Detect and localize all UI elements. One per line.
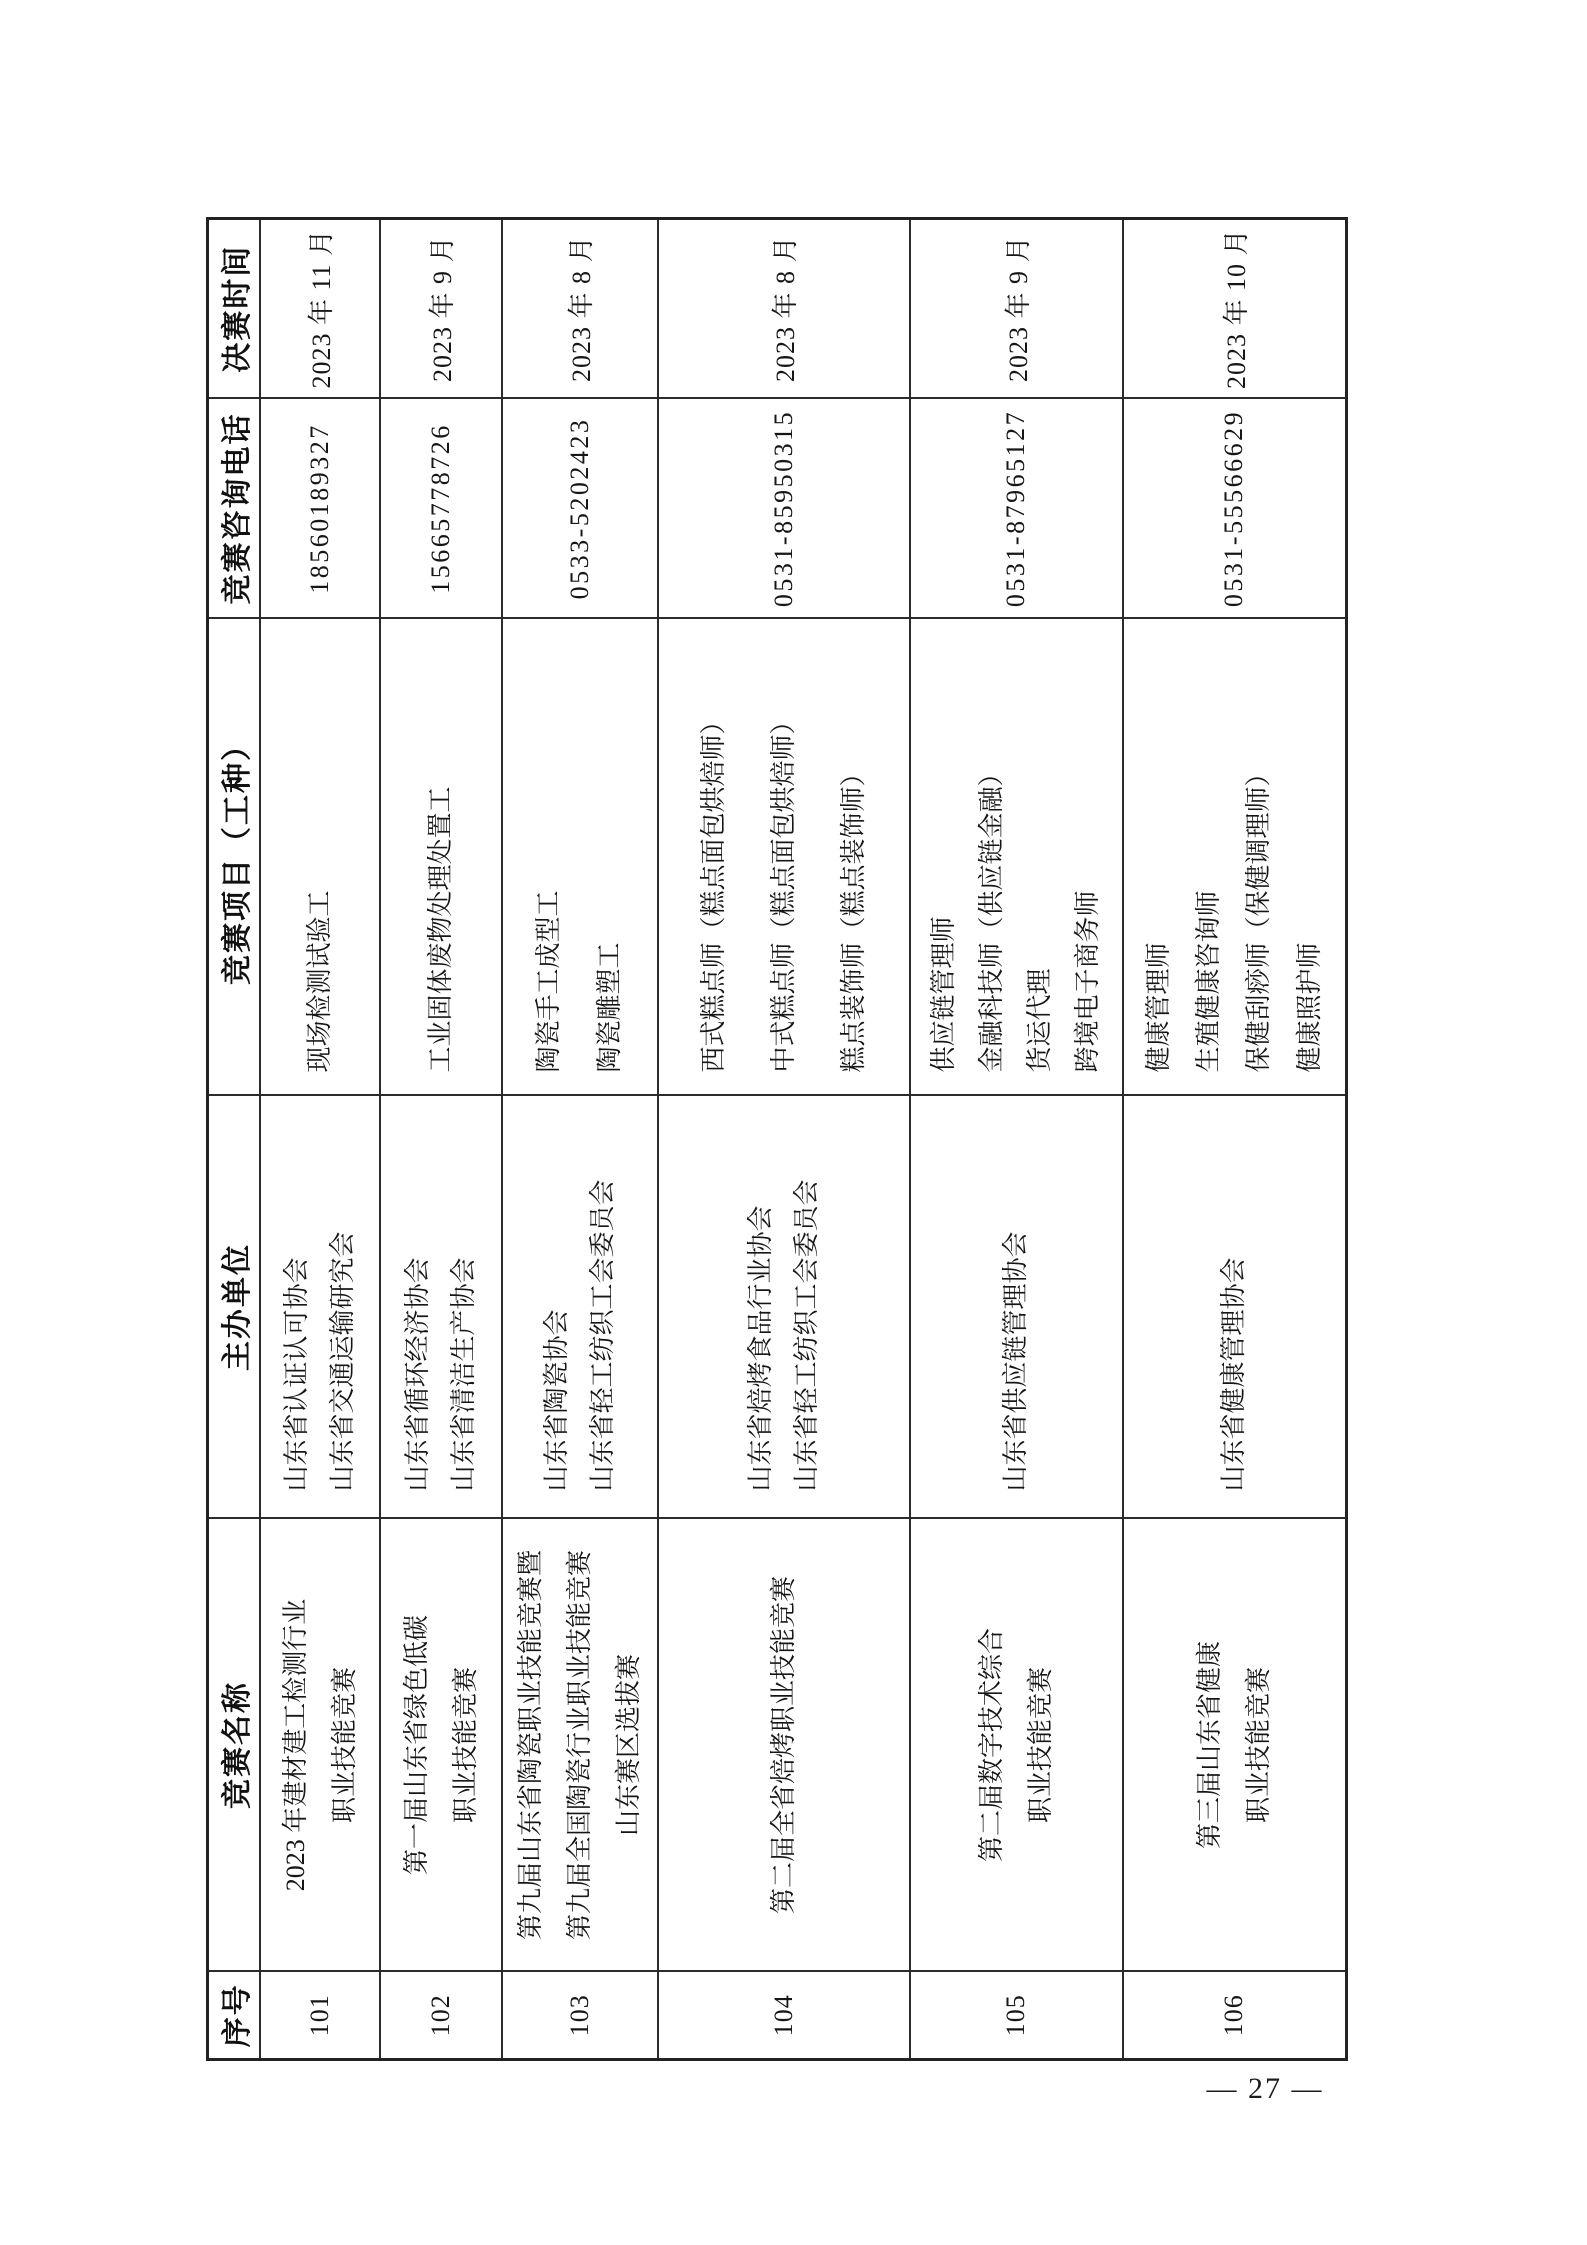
text-line: 保健刮痧师（保健调理师） [1244, 760, 1274, 1073]
text-line: 2023 年 11 月 [307, 228, 336, 389]
text-line: 现场检测试验工 [304, 890, 334, 1073]
text-line: 103 [564, 1994, 594, 2037]
text-line: 西式糕点师（糕点面包烘焙师） [698, 708, 728, 1073]
cell-projects-content [659, 620, 909, 1095]
cell-final-time [910, 219, 1123, 399]
text-line: 102 [425, 1994, 455, 2037]
cell-organizer-content [911, 1097, 1122, 1518]
text-line: 第三届山东省健康 [1195, 1641, 1225, 1850]
text-line: 中式糕点师（糕点面包烘焙师） [768, 708, 798, 1073]
cell-phone [910, 399, 1123, 619]
text-line: 第二届数字技术综合 [977, 1628, 1006, 1863]
text-line: 跨境电子商务师 [1073, 890, 1103, 1073]
text-line: 职业技能竞赛 [1026, 1667, 1055, 1824]
text-line: 山东省认证认可协会 [281, 1257, 311, 1492]
text-line: 陶瓷雕塑工 [595, 942, 625, 1073]
cell-organizer [502, 1096, 658, 1519]
cell-phone-content [911, 400, 1122, 618]
text-line: 2023 年 10 月 [1221, 228, 1251, 390]
cell-projects-content [261, 620, 379, 1095]
text-line: 山东省供应链管理协会 [1001, 1231, 1030, 1492]
rotated-table-container [206, 220, 1345, 2061]
cell-serial [658, 1972, 910, 2060]
text-line: 第一届山东省绿色低碳 [401, 1615, 431, 1876]
cell-competition-name-content [503, 1520, 657, 1971]
text-line: 0531-87965127 [1001, 409, 1030, 608]
cell-competition-name [1123, 1519, 1347, 1972]
table-row [260, 219, 380, 2060]
cell-serial-content [261, 1973, 379, 2059]
table-row [502, 219, 658, 2060]
cell-competition-name-content [261, 1520, 379, 1971]
cell-serial [260, 1972, 380, 2060]
text-line: 0531-85950315 [768, 409, 798, 608]
cell-final-time-content [911, 220, 1122, 398]
cell-phone [1123, 399, 1347, 619]
cell-serial-content [1124, 1973, 1346, 2059]
column-header-serial: 序号 [208, 1972, 260, 2060]
cell-organizer-content [1124, 1097, 1346, 1518]
cell-organizer-content [659, 1097, 909, 1518]
text-line: 健康管理师 [1143, 942, 1173, 1073]
text-line: 山东省焙烤食品行业协会 [745, 1205, 775, 1492]
table-body [260, 219, 1347, 2060]
cell-competition-name-content [659, 1520, 909, 1971]
cell-final-time-content [1124, 220, 1346, 398]
cell-phone-content [503, 400, 657, 618]
cell-projects-content [503, 620, 657, 1095]
cell-serial-content [659, 1973, 909, 2059]
text-line: 第二届全省焙烤职业技能竞赛 [769, 1576, 798, 1915]
text-line: 货运代理 [1025, 968, 1055, 1073]
cell-projects [658, 619, 910, 1096]
text-line: 2023 年建材建工检测行业 [280, 1598, 310, 1892]
text-line: 职业技能竞赛 [329, 1667, 359, 1824]
cell-competition-name [380, 1519, 502, 1972]
cell-competition-name-content [381, 1520, 501, 1971]
text-line: 101 [304, 1994, 334, 2037]
cell-organizer-content [503, 1097, 657, 1518]
text-line: 糕点装饰师（糕点装饰师） [838, 760, 868, 1073]
text-line: 2023 年 9 月 [1003, 235, 1033, 383]
text-line: 0533-5202423 [564, 417, 594, 600]
text-line: 职业技能竞赛 [1244, 1667, 1274, 1824]
cell-final-time [260, 219, 380, 399]
cell-phone [502, 399, 658, 619]
text-line: 山东赛区选拔赛 [614, 1654, 643, 1837]
text-line: 2023 年 8 月 [771, 235, 800, 383]
text-line: 山东省交通运输研究会 [327, 1231, 357, 1492]
cell-final-time [502, 219, 658, 399]
text-line: 第九届全国陶瓷行业职业技能竞赛 [565, 1550, 594, 1941]
text-line: 2023 年 9 月 [428, 235, 457, 383]
cell-competition-name [502, 1519, 658, 1972]
text-line: 第九届山东省陶瓷职业技能竞赛暨 [516, 1550, 545, 1941]
cell-competition-name [658, 1519, 910, 1972]
column-header-organizer: 主办单位 [208, 1096, 260, 1519]
cell-final-time [658, 219, 910, 399]
text-line: 职业技能竞赛 [450, 1667, 480, 1824]
column-header-competition-name: 竞赛名称 [208, 1519, 260, 1972]
text-line: 金融科技师（供应链金融） [976, 760, 1006, 1073]
cell-serial [380, 1972, 502, 2060]
cell-final-time-content [659, 220, 909, 398]
cell-projects-content [1124, 620, 1346, 1095]
cell-projects [260, 619, 380, 1096]
text-line: 2023 年 8 月 [567, 235, 596, 383]
cell-final-time-content [381, 220, 501, 398]
cell-phone [658, 399, 910, 619]
text-line: 健康照护师 [1294, 942, 1324, 1073]
cell-competition-name-content [911, 1520, 1122, 1971]
cell-phone-content [1124, 400, 1346, 618]
cell-serial [910, 1972, 1123, 2060]
text-line: 工业固体废物处理处置工 [425, 786, 455, 1073]
cell-final-time [1123, 219, 1347, 399]
cell-phone-content [261, 400, 379, 618]
cell-projects [910, 619, 1123, 1096]
text-line: 山东省轻工纺织工会委员会 [791, 1179, 821, 1492]
text-line: 104 [768, 1994, 798, 2037]
text-line: 供应链管理师 [928, 916, 958, 1073]
text-line: 山东省清洁生产协会 [448, 1257, 478, 1492]
text-line: 陶瓷手工成型工 [533, 890, 563, 1073]
cell-serial-content [503, 1973, 657, 2059]
text-line: 18560189327 [304, 423, 334, 594]
cell-serial-content [911, 1973, 1122, 2059]
cell-serial [1123, 1972, 1347, 2060]
cell-final-time-content [261, 220, 379, 398]
cell-serial-content [381, 1973, 501, 2059]
cell-phone [260, 399, 380, 619]
table-row [1123, 219, 1347, 2060]
text-line: 106 [1219, 1994, 1249, 2037]
table-row [910, 219, 1123, 2060]
table-row [658, 219, 910, 2060]
cell-phone [380, 399, 502, 619]
cell-projects-content [381, 620, 501, 1095]
cell-phone-content [381, 400, 501, 618]
cell-projects [380, 619, 502, 1096]
cell-projects-content [911, 620, 1122, 1095]
cell-organizer [380, 1096, 502, 1519]
page-number: — 27 — [1206, 2072, 1324, 2105]
text-line: 105 [1001, 1994, 1030, 2037]
cell-projects [502, 619, 658, 1096]
cell-projects [1123, 619, 1347, 1096]
column-header-projects: 竞赛项目（工种） [208, 619, 260, 1096]
cell-competition-name-content [1124, 1520, 1346, 1971]
column-header-phone: 竞赛咨询电话 [208, 399, 260, 619]
table-row [380, 219, 502, 2060]
cell-organizer [260, 1096, 380, 1519]
column-header-final-time: 决赛时间 [208, 219, 260, 399]
text-line: 山东省循环经济协会 [402, 1257, 432, 1492]
text-line: 0531-55566629 [1219, 409, 1249, 608]
header-row [208, 219, 260, 2060]
cell-competition-name [260, 1519, 380, 1972]
cell-serial [502, 1972, 658, 2060]
text-line: 15665778726 [425, 423, 455, 594]
text-line: 山东省健康管理协会 [1219, 1257, 1249, 1492]
cell-competition-name [910, 1519, 1123, 1972]
text-line: 生殖健康咨询师 [1194, 890, 1224, 1073]
cell-final-time-content [503, 220, 657, 398]
cell-organizer [1123, 1096, 1347, 1519]
cell-organizer [910, 1096, 1123, 1519]
cell-final-time [380, 219, 502, 399]
text-line: 山东省轻工纺织工会委员会 [587, 1179, 617, 1492]
cell-organizer-content [381, 1097, 501, 1518]
cell-phone-content [659, 400, 909, 618]
cell-organizer [658, 1096, 910, 1519]
text-line: 山东省陶瓷协会 [541, 1309, 571, 1492]
competition-schedule-table [206, 217, 1348, 2061]
cell-organizer-content [261, 1097, 379, 1518]
